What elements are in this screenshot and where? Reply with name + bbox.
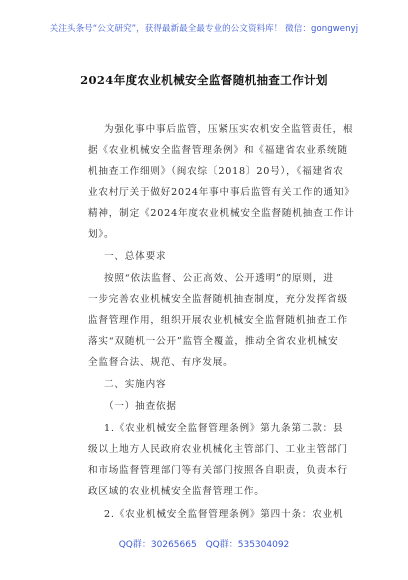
basis1-line-3: 和市场监督管理部门等有关部门按照各自职责，负责本行 <box>88 465 348 476</box>
intro-line-6: 划》。 <box>88 229 115 240</box>
section1-line-5: 全监督合法、规范、有序发展。 <box>88 357 234 368</box>
intro-line-5: 精神，制定《2024年度农业机械安全监督随机抽查工作计 <box>88 208 355 219</box>
basis1-line-2: 级以上地方人民政府农业机械化主管部门、工业主管部门 <box>88 444 348 455</box>
section1-heading: 一、总体要求 <box>104 251 167 262</box>
basis1-line-1: 1.《农业机械安全监督管理条例》第九条第二款：县 <box>104 423 344 434</box>
intro-line-1: 为强化事中事后监管，压紧压实农机安全监管责任，根 <box>104 124 354 135</box>
section1-line-4: 落实“双随机一公开”监管全覆盖，推动全省农业机械安 <box>88 336 339 347</box>
intro-line-4: 业农村厅关于做好2024年事中事后监管有关工作的通知》 <box>88 187 355 198</box>
footer-contact <box>0 537 408 550</box>
intro-line-3: 机抽查工作细则》（闽农综〔2018〕20号），《福建省农 <box>88 166 344 177</box>
basis1-line-4: 政区域的农业机械安全监督管理工作。 <box>88 486 265 497</box>
document-title: 2024年度农业机械安全监督随机抽查工作计划 <box>80 73 328 87</box>
section1-line-1: 按照“依法监督、公正高效、公开透明”的原则，进 <box>104 273 334 284</box>
qq-group-2: QQ群：535304092 <box>205 540 290 550</box>
qq-group-1: QQ群：30265665 <box>118 540 197 550</box>
basis2-line-1: 2.《农业机械安全监督管理条例》第四十条：农业机 <box>104 509 344 520</box>
subsection1-heading: （一）抽查依据 <box>104 401 177 412</box>
intro-line-2: 据《农业机械安全监督管理条例》和《福建省农业系统随 <box>88 145 348 156</box>
section1-line-3: 监督管理作用，组织开展农业机械安全监督随机抽查工作 <box>88 315 348 326</box>
section1-line-2: 一步完善农业机械安全监督随机抽查制度，充分发挥省级 <box>88 294 348 305</box>
header-banner: 关注头条号“公文研究”，获得最新最全最专业的公文资料库！ 微信：gongwenyj <box>49 24 359 34</box>
section2-heading: 二、实施内容 <box>104 379 167 390</box>
